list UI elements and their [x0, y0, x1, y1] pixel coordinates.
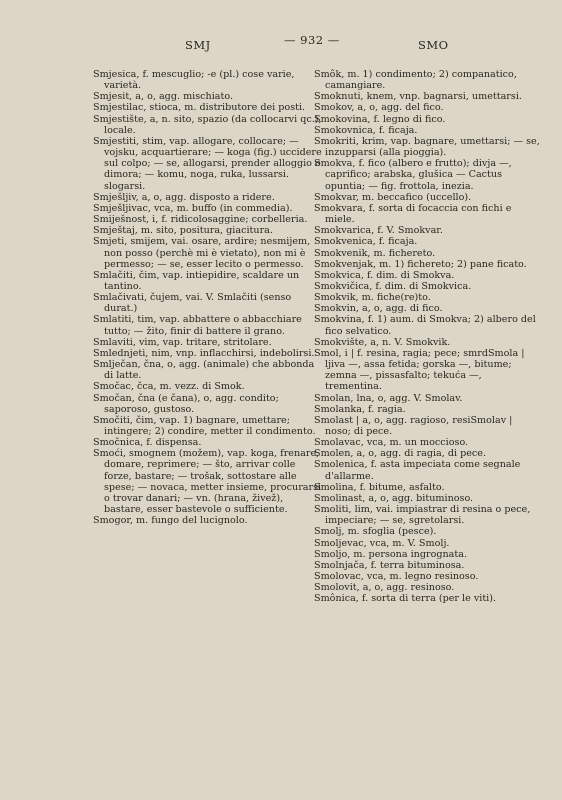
dictionary-entry: Smokovnica, f. ficaja.: [314, 124, 418, 136]
dictionary-entry: Smokvin, a, o, agg. di fico.: [314, 303, 443, 315]
dictionary-entry: Smoljevac, vca, m. V. Smolj.: [314, 537, 450, 549]
dictionary-entry: Smolovac, vca, m. legno resinoso.: [314, 571, 479, 583]
dictionary-entry: Smjestište, a, n. sito, spazio (da collocarvi qc.), locale.: [93, 113, 322, 136]
right-column: [314, 69, 540, 605]
dictionary-entry: Smlednjeti, nim, vnp. inflacchirsi, indebolirsi.: [93, 347, 315, 359]
dictionary-entry: Smokva, f. fico (albero e frutto); divja —, caprifico; arabska, glušica — Cactus opuntia; — fig. frottola, inezia.: [314, 158, 512, 192]
dictionary-entry: Smoknuti, knem, vnp. bagnarsi, umettarsi.: [314, 91, 522, 103]
dictionary-entry: Smolinast, a, o, agg. bituminoso.: [314, 492, 474, 504]
dictionary-entry: Smokvičica, f. dim. di Smokvica.: [314, 280, 472, 292]
dictionary-entry: Smolnjača, f. terra bituminosa.: [314, 559, 465, 571]
dictionary-entry: Smolj, m. sfoglia (pesce).: [314, 526, 437, 538]
dictionary-entry: Smôk, m. 1) condimento; 2) companatico, camangiare.: [314, 69, 517, 92]
dictionary-entry: Smjestiti, stim, vap. allogare, collocare; — vojsku, acquartierare; — koga (fig.) uccidere sul colpo; — se, allogarsi, prender alloggio o dimora; — komu, noga, ruka, lussarsi. slogarsi.: [93, 135, 322, 192]
dictionary-entry: Smokvara, f. sorta di focaccia con fichi e miele.: [314, 202, 512, 226]
left-column: [93, 69, 325, 526]
dictionary-entry: Smolast | a, o, agg. ragioso, resiSmolav | noso; di pece.: [314, 414, 513, 437]
dictionary-entry: Smokvenica, f. ficaja.: [314, 236, 418, 248]
dictionary-entry: Smolenica, f. asta impeciata come segnale d'allarme.: [314, 459, 521, 482]
dictionary-entry: Smoliti, lim, vai. impiastrar di resina o pece, impeciare; — se, sgretolarsi.: [314, 504, 531, 527]
dictionary-entry: Smokov, a, o, agg. del fico.: [314, 102, 444, 114]
dictionary-entry: Smoljo, m. persona ingrognata.: [314, 548, 468, 560]
dictionary-entry: Smočac, čca, m. vezz. di Smok.: [93, 381, 245, 393]
dictionary-entry: Smokvica, f. dim. di Smokva.: [314, 269, 455, 281]
dictionary-entry: Smol, i | f. resina, ragia; pece; smrdSmola | ljiva —, assa fetida; gorska —, bitume; zemna —, pissasfalto; tekuća —, trementina.: [314, 347, 525, 393]
dictionary-entry: Smokvenik, m. fichereto.: [314, 247, 436, 259]
dictionary-entry: Smolina, f. bitume, asfalto.: [314, 481, 445, 493]
dictionary-entry: Smlječan, čna, o, agg. (animale) che abbonda di latte.: [93, 359, 315, 382]
dictionary-entry: Smônica, f. sorta di terra (per le viti).: [314, 593, 497, 605]
dictionary-entry: Smlatiti, tim, vap. abbattere o abbacchiare tutto; — žito, finir di battere il grano.: [93, 314, 302, 337]
running-head-right: SMO: [418, 38, 449, 52]
dictionary-entry: Smolen, a, o, agg. di ragia, di pece.: [314, 448, 487, 460]
dictionary-entry: Smoći, smognem (možem), vap. koga, frenare, domare, reprimere; — što, arrivar colle forze, bastare; — trošak, sottostare alle spese; — novaca, metter insieme, procurarsi o trovar danari; — vn. (hrana, živež), bastare, esser bastevole o sufficiente.: [93, 448, 322, 516]
dictionary-entry: Smješljivac, vca, m. buffo (in commedia).: [93, 202, 293, 214]
dictionary-entry: Smočnica, f. dispensa.: [93, 437, 202, 449]
dictionary-entry: Smolan, lna, o, agg. V. Smolav.: [314, 392, 463, 404]
dictionary-entry: Smogor, m. fungo del lucignolo.: [93, 515, 248, 527]
dictionary-entry: Smjeti, smijem, vai. osare, ardire; nesmijem, non posso (perchè mi è vietato), non mi è permesso; — se, esser lecito o permesso.: [93, 236, 311, 270]
dictionary-entry: Smješljiv, a, o, agg. disposto a ridere.: [93, 191, 275, 203]
dictionary-entry: Smokvina, f. 1) aum. di Smokva; 2) albero del fico selvatico.: [314, 314, 536, 337]
dictionary-entry: Smještaj, m. sito, positura, giacitura.: [93, 225, 273, 237]
dictionary-entry: Smokvarica, f. V. Smokvar.: [314, 225, 443, 237]
dictionary-entry: Smočiti, čim, vap. 1) bagnare, umettare; intingere; 2) condire, metter il condimento.: [93, 414, 316, 437]
dictionary-entry: Smlačiti, čim, vap. intiepidire, scaldare un tantino.: [93, 269, 300, 292]
dictionary-entry: Smlačivati, čujem, vai. V. Smlačiti (senso durat.): [93, 292, 292, 315]
dictionary-entry: Smočan, čna (e čana), o, agg. condito; saporoso, gustoso.: [93, 392, 279, 415]
dictionary-entry: Smokovina, f. legno di fico.: [314, 113, 446, 125]
dictionary-entry: Smiješnost, i, f. ridicolosaggine; corbelleria.: [93, 214, 308, 226]
dictionary-entry: Smjestilac, stioca, m. distributore dei posti.: [93, 102, 306, 114]
dictionary-entry: Smokvar, m. beccafico (uccello).: [314, 191, 472, 203]
dictionary-entry: Smlaviti, vim, vap. tritare, stritolare.: [93, 336, 272, 348]
dictionary-entry: Smolovit, a, o, agg. resinoso.: [314, 582, 455, 594]
running-head-left: SMJ: [185, 38, 211, 52]
dictionary-entry: Smokvik, m. fiche(re)to.: [314, 292, 431, 304]
dictionary-entry: Smokvište, a, n. V. Smokvik.: [314, 336, 451, 348]
dictionary-entry: Smolanka, f. ragia.: [314, 403, 406, 415]
dictionary-entry: Smokvenjak, m. 1) fichereto; 2) pane ficato.: [314, 258, 527, 270]
page-number: — 932 —: [284, 33, 340, 47]
dictionary-entry: Smokriti, krim, vap. bagnare, umettarsi; — se, inzupparsi (alla pioggia).: [314, 135, 540, 159]
dictionary-entry: Smolavac, vca, m. un moccioso.: [314, 437, 469, 449]
dictionary-entry: Smjesica, f. mescuglio; -e (pl.) cose varie, varietà.: [93, 69, 295, 92]
dictionary-entry: Smjesit, a, o, agg. mischiato.: [93, 91, 234, 103]
